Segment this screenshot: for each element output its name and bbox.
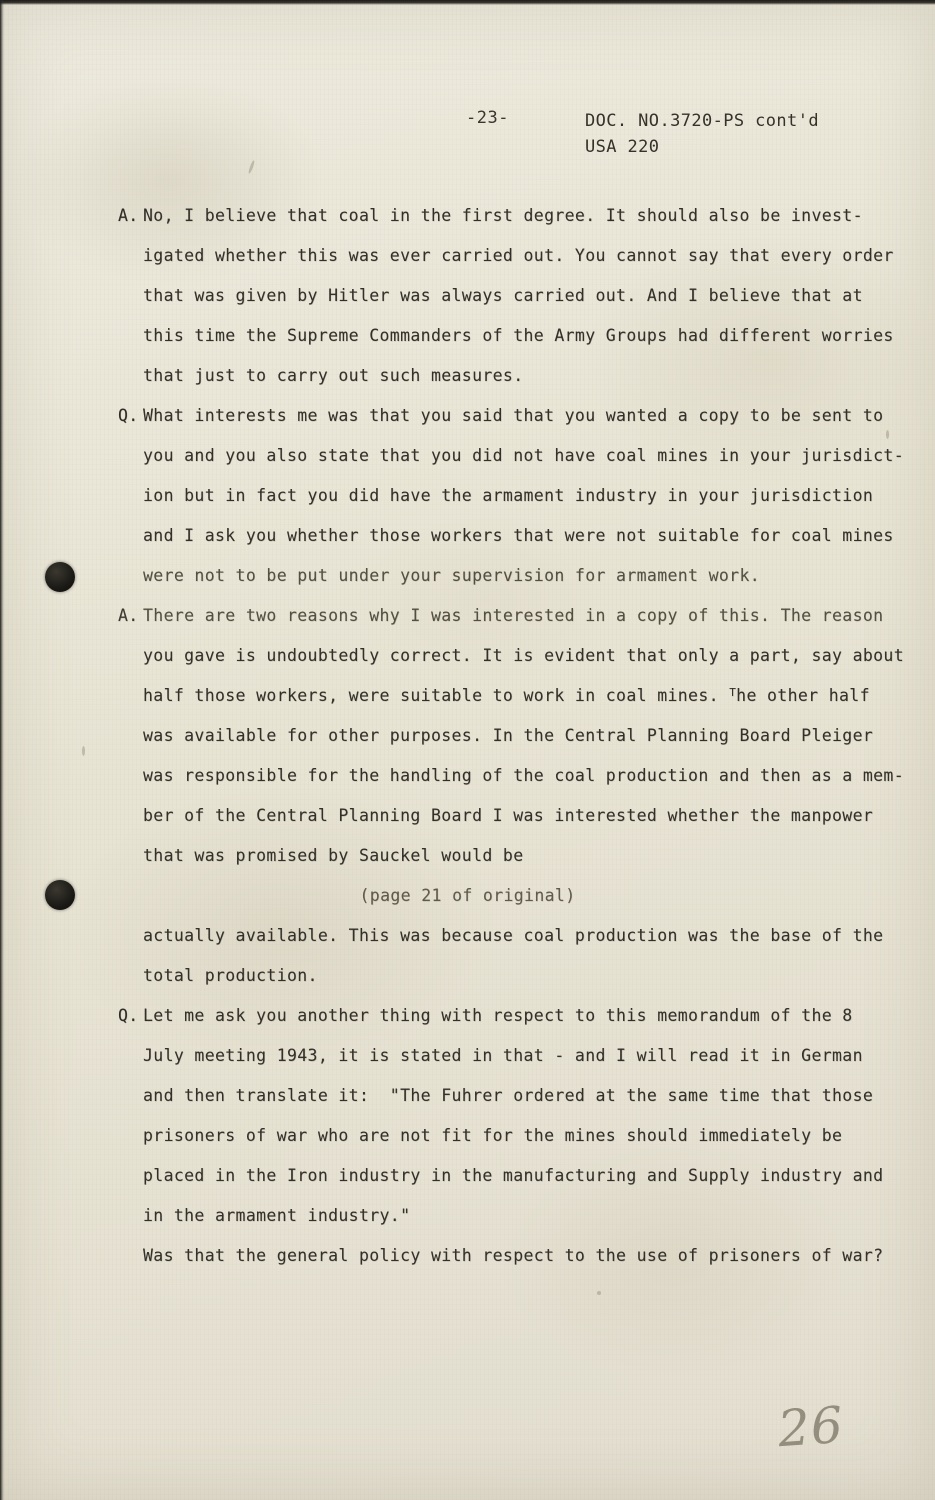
transcript-body bbox=[0, 196, 935, 1276]
line-text: this time the Supreme Commanders of the Army Groups had different worries bbox=[143, 326, 894, 345]
line-text: July meeting 1943, it is stated in that - and I will read it in German bbox=[143, 1046, 863, 1065]
transcript-line bbox=[0, 556, 935, 596]
transcript-paragraph bbox=[0, 596, 935, 876]
transcript-line bbox=[0, 916, 935, 956]
transcript-line bbox=[0, 236, 935, 276]
transcript-line bbox=[0, 1156, 935, 1196]
line-text: There are two reasons why I was interested in a copy of this. The reason bbox=[143, 606, 884, 625]
transcript-line bbox=[0, 1236, 935, 1276]
transcript-line bbox=[0, 396, 935, 436]
transcript-paragraph bbox=[0, 1236, 935, 1276]
line-text: prisoners of war who are not fit for the mines should immediately be bbox=[143, 1126, 843, 1145]
raised-letter: T bbox=[729, 686, 737, 699]
line-text: were not to be put under your supervision for armament work. bbox=[143, 566, 761, 585]
line-text: What interests me was that you said that you wanted a copy to be sent to bbox=[143, 406, 884, 425]
transcript-line bbox=[0, 1196, 935, 1236]
paper-speck bbox=[597, 1291, 601, 1295]
speaker-marker: A. bbox=[118, 206, 139, 225]
transcript-line bbox=[0, 1076, 935, 1116]
line-text: that was given by Hitler was always carried out. And I believe that at bbox=[143, 286, 863, 305]
handwritten-page-number: 26 bbox=[776, 1395, 846, 1459]
line-text: you gave is undoubtedly correct. It is evident that only a part, say about bbox=[143, 646, 905, 665]
line-text: igated whether this was ever carried out. You cannot say that every order bbox=[143, 246, 894, 265]
line-text: half those workers, were suitable to work in coal mines. $^T$he other half bbox=[143, 686, 870, 705]
transcript-line bbox=[0, 796, 935, 836]
transcript-line bbox=[0, 356, 935, 396]
transcript-line bbox=[0, 956, 935, 996]
line-text: No, I believe that coal in the first degree. It should also be invest- bbox=[143, 206, 863, 225]
doc-ref-line-1: DOC. NO.3720-PS cont'd bbox=[585, 111, 819, 131]
page-number-top: -23- bbox=[466, 108, 509, 128]
line-text: was responsible for the handling of the coal production and then as a mem- bbox=[143, 766, 905, 785]
transcript-line bbox=[0, 196, 935, 236]
transcript-paragraph bbox=[0, 916, 935, 996]
transcript-paragraph bbox=[0, 396, 935, 596]
line-text: ber of the Central Planning Board I was interested whether the manpower bbox=[143, 806, 874, 825]
scan-edge-top bbox=[0, 0, 935, 5]
transcript-line bbox=[0, 1036, 935, 1076]
transcript-line bbox=[0, 276, 935, 316]
line-text: and then translate it: "The Fuhrer ordered at the same time that those bbox=[143, 1086, 874, 1105]
document-reference bbox=[585, 108, 819, 160]
line-text: actually available. This was because coal production was the base of the bbox=[143, 926, 884, 945]
line-text: Let me ask you another thing with respect to this memorandum of the 8 bbox=[143, 1006, 853, 1025]
line-text: in the armament industry." bbox=[143, 1206, 411, 1225]
transcript-line bbox=[0, 676, 935, 716]
speaker-marker: A. bbox=[118, 606, 139, 625]
transcript-line bbox=[0, 516, 935, 556]
doc-ref-line-2: USA 220 bbox=[585, 137, 660, 157]
transcript-line bbox=[0, 476, 935, 516]
line-text: total production. bbox=[143, 966, 318, 985]
line-text: and I ask you whether those workers that were not suitable for coal mines bbox=[143, 526, 894, 545]
line-text: placed in the Iron industry in the manufacturing and Supply industry and bbox=[143, 1166, 884, 1185]
transcript-line bbox=[0, 316, 935, 356]
transcript-paragraph bbox=[0, 196, 935, 396]
line-text: ion but in fact you did have the armament industry in your jurisdiction bbox=[143, 486, 874, 505]
transcript-line bbox=[0, 596, 935, 636]
speaker-marker: Q. bbox=[118, 1006, 139, 1025]
line-text: was available for other purposes. In the Central Planning Board Pleiger bbox=[143, 726, 874, 745]
page-header bbox=[0, 108, 935, 166]
transcript-line bbox=[0, 436, 935, 476]
line-text: Was that the general policy with respect to the use of prisoners of war? bbox=[143, 1246, 884, 1265]
transcript-line bbox=[0, 836, 935, 876]
original-page-note: (page 21 of original) bbox=[359, 886, 576, 905]
line-text: that just to carry out such measures. bbox=[143, 366, 524, 385]
speaker-marker: Q. bbox=[118, 406, 139, 425]
transcript-paragraph bbox=[0, 996, 935, 1236]
line-text: that was promised by Sauckel would be bbox=[143, 846, 524, 865]
transcript-line bbox=[0, 1116, 935, 1156]
line-text: you and you also state that you did not have coal mines in your jurisdict- bbox=[143, 446, 905, 465]
transcript-line bbox=[0, 636, 935, 676]
transcript-line bbox=[0, 716, 935, 756]
transcript-line bbox=[0, 756, 935, 796]
transcript-line bbox=[0, 996, 935, 1036]
